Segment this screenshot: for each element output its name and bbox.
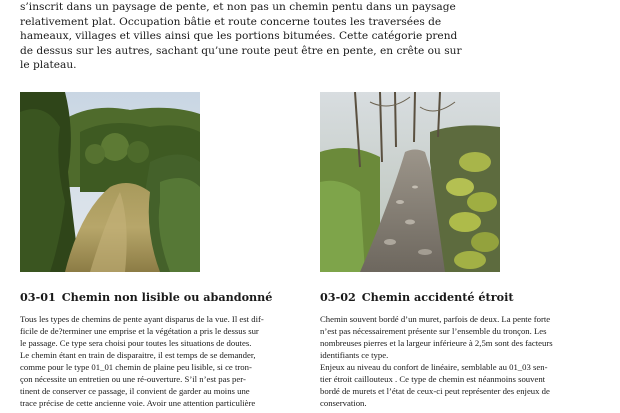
body-line: nombreuses pierres et la largeur inférieure à 2,5m sont des facteurs	[320, 338, 553, 348]
section-body	[20, 313, 310, 409]
intro-line: s’inscrit dans un paysage de pente, et non pas un chemin pentu dans un paysage	[20, 1, 456, 13]
intro-line: hameaux, villages et villes ainsi que les portions bitumées. Cette catégorie prend	[20, 30, 458, 43]
body-line: Chemin souvent bordé d’un muret, parfois de deux. La pente forte	[320, 314, 551, 324]
body-line: tinent de conserver ce passage, il convient de garder au moins une	[20, 386, 250, 396]
photo-rocky-path-image	[320, 92, 500, 272]
body-line: identifiants ce type.	[320, 350, 389, 360]
photo-overgrown-path	[20, 92, 200, 272]
body-line: Le chemin étant en train de disparaitre, il est temps de se demander,	[20, 350, 256, 360]
photo-rocky-path	[320, 92, 500, 272]
body-line: Enjeux au niveau du confort de linéaire, semblable au 01_03 sen-	[320, 362, 548, 372]
intro-line: le plateau.	[20, 59, 77, 72]
intro-paragraph	[20, 0, 462, 73]
section-heading	[320, 290, 514, 304]
body-line: trace précise de cette ancienne voie. Avoir une attention particulière	[20, 398, 256, 408]
section-title: Chemin accidenté étroit	[361, 290, 514, 304]
intro-line: relativement plat. Occupation bâtie et route concerne toutes les traversées de	[20, 15, 442, 28]
body-line: ficile de de?terminer une emprise et la végétation a pris le dessus sur	[20, 326, 259, 336]
section-number: 03-01	[20, 290, 56, 304]
body-line: comme pour le type 01_01 chemin de plaine peu lisible, si ce tron-	[20, 362, 252, 372]
section-number: 03-02	[320, 290, 356, 304]
section-heading	[20, 290, 272, 304]
body-line: le passage. Ce type sera choisi pour toutes les situations de doutes.	[20, 338, 252, 348]
body-line: n’est pas nécessairement présente sur l’ensemble du tronçon. Les	[320, 326, 547, 336]
body-line: çon nécessite un entretien ou une ré-ouverture. S’il n’est pas per-	[20, 374, 246, 384]
intro-line: de dessus sur les autres, sachant qu’une route peut être en pente, en crête ou sur	[20, 44, 462, 57]
body-line: bordé de murets et l’état de ceux-ci peut représenter des enjeux de	[320, 386, 550, 396]
body-line: Tous les types de chemins de pente ayant disparus de la vue. Il est dif-	[20, 314, 264, 324]
body-line: tier étroit caillouteux . Ce type de chemin est néanmoins souvent	[320, 374, 546, 384]
section-body	[320, 313, 610, 409]
photo-overgrown-path-image	[20, 92, 200, 272]
body-line: conservation.	[320, 398, 367, 408]
section-title: Chemin non lisible ou abandonné	[61, 290, 273, 304]
